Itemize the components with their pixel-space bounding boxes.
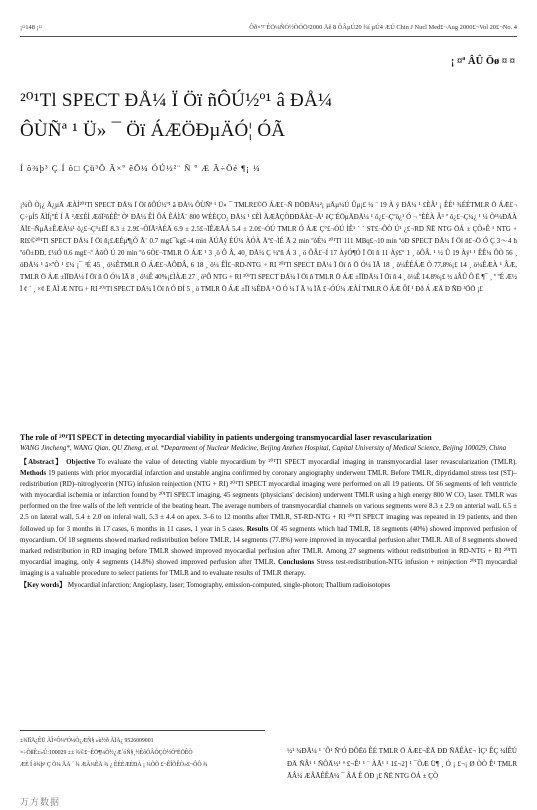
keywords-text: Myocardial infarction; Angioplasty, laser; Tomography, emission-computed, single-photon; Thallium radioisotopes [67, 581, 391, 590]
article-title [20, 86, 490, 146]
body-paragraph: ½¹ ¾ÐÅ¼ ¹ ¨Ô¹ ÑºÓ ÐÔËõ ÊÉ TMLR Ö ÁÆ£¬ÈÃ ÐÐ ÑÄÊÀ£¬ ÌÇ¹ ÊÇ ¾ÍÊÚ ÐÄ ÑÂ¹ ¹ ÑÔÄ½¹ ª £¬Ê¹ ¹ ¨ ÀÃ¹ ¹ 1£¬2] ¹ ¯ÕÆ Ü¶ ¸ Ó ¡ £¬¡ Ø ÒÒ Ê¹ TMLR ÃÂ¼ ÆÂÃÊÊÅ¼ ¯ ÂÄ Ê ÖÐ ¡£ ÑË NTG ÖÁ ± ÇÕ [287, 747, 517, 780]
journal-citation: Ôð×ª²¨ÉÖ¼ÑÓ½ÒÓÖ²2000 Äê 8 ÔÂµÚ20 ¾í µÚ4 ÆÚ Chin J Nucl Med£¬Aug 2000£¬Vol 20£¬No. 4 [249, 24, 517, 31]
article-title-line2: ÔÙÑª ¹ Ü» ¯ Öï ÁÆÖÐµÄÓ¦ ÓÃ [20, 120, 286, 141]
watermark: 万方数据 [20, 797, 61, 807]
footnote-block [20, 730, 265, 792]
objective-label: Objective [66, 458, 95, 466]
footnote-line: ÆÈ Í õ¾þ³ Ç Õ¼ ÅÄ ´ ¾ ÆÀ¼ÊÄ ¾ ¿ ÊÉÈÆÉÐÀ ¡ ¼ÕÕ £¬ÊÎÕÊÒ»£¬ÔÔ ¾ [20, 762, 208, 768]
results-label: Results [246, 524, 269, 533]
footnote-line: ×÷ÕßÊ±»Ú:100029 ±± ¾©£¬ÊÖ¶¼Ò½¿Æ´óÑ§¸½ÊôÔÂÕÇÒ½ÔºÉÖÊÒ [20, 750, 193, 756]
keywords [20, 580, 517, 591]
keywords-label: 【Key words】 [20, 581, 67, 590]
english-title: The role of ²⁰¹Tl SPECT in detecting myocardial viability in patients undergoing transmyocardial laser revascularization [20, 433, 432, 442]
running-header [20, 22, 517, 34]
methods-text: 19 patients with prior myocardial infarction and unstable angina confirmed by coronary angiography underwent TMLR. Before TMLR, dipyridamol stress test (ST)–redistribution (RD)–nitroglycerin (NTG) infusion reinjection (NTG + RI) ²⁰¹Tl SPECT myocardial imaging were performed on all 19 patients. Of 56 segments of left ventricle with myocardial ischemia or infarction found by ²⁰¹Tl SPECT imaging, 45 segments (physicians' decision) underwent TMLR using a high energy 800 W CO₂ laser. TMLR was performed on the free walls of the left ventricle of the beating heart. The average numbers of transmyocardial channels on various segments were 8.3 ± 2.9 on anterial wall, 6.5 ± 2.5 on lateral wall, 5.4 ± 2.0 on inferal wall, 5.3 ± 4.4 on apex. 3–6 to 12 months after TMLR, ST-RD-NTG + RI ²⁰¹Tl SPECT imaging was repeated in 19 patients, and then followed up for 3 months in 17 cases, 6 months in 11 cases, 1 year in 5 cases. [20, 469, 518, 533]
conclusions-text: Stress test-redistribution-NTG infusion + reinjection ²⁰¹Tl myocardial imaging is a valuable procedure to select patients for TMLR and to evaluate results of TMLR therapy. [20, 557, 518, 577]
objective-text: To evaluate the value of detecting viable myocardium by ²⁰¹Tl SPECT myocardial imaging in transmyocardial laser revascularization (TMLR). [97, 458, 518, 466]
section-tag: ¡ ¤ª ÂÛ Öø ¤ ¤ [450, 56, 515, 67]
conclusions-label: Conclusions [277, 557, 315, 566]
abstract-label: 【Abstract】 [20, 458, 64, 466]
article-title-line1: ²⁰¹Tl SPECT ÐÅ¼ Ï Öï ñÔÚ½º¹ â ÐÅ¼ [20, 90, 333, 111]
page-number: ¡¤148 ¡¤ [20, 24, 42, 31]
footnote-line: ±¾ÏîÄ¿ÊÜ ÃÎ×Ô¼ºÓ¼Ò¿ÆÑ§ »ù½ð ÃÏÄ¿ 9526009001 [20, 738, 154, 744]
english-abstract [20, 457, 517, 579]
english-authors: WANG Jincheng*, WANG Qian, QU Zheng, et al. *Department of Nuclear Medicine, Beijing Anzhen Hospital, Capital University of Medical Science, Beijing 100029, China [20, 444, 507, 452]
english-abstract-block [20, 432, 517, 591]
author-list: Í õ¾þ³ Ç Í õ□ Çü³Ö Ã×º êÕ¼ ÓÚ½²¨ Ñ º Æ Ã÷Öé ¶¡ ¼ [20, 163, 261, 173]
header-rule [20, 36, 517, 37]
chinese-abstract: ¡¾Õ Ò¡¿ Ä¿µÄ ÆÀÍ²⁰¹Tl SPECT ÐÅ¼ Ï Öï ñÔÚ½º¹ â ÐÅ¼ ÔÙÑª ¹ Ü» ¯ TMLR£©Ö ÁÆ£¬Ñ ÐÖÐÅ¼²¡ µÄµ¼Ú Ûµ¡£ ¼ ¨ 19 À ý ÐÅ¼ ¹ £ÈÂ¹ ¡ ÊÉ¹ ¾ÉÉTMLR Ö ÁÆ£¬ Ç÷µÍ5 ÃÌÍ¡ºÉ Í Ã ²Æ£ÉÌ ÆôÏ²ôÉÊº Ò¹ ÐÅ¼ ÊÍ ÔÁ ÊÁÌÃ¨ 800 WÉÈÇO₂ ÐÅ¼ ¹ £ÈÌ ÄÆÃÇÒÐÐÄÀ£¬Ä¹ êÇ¨ÉÖµÄÐÅ¼ ¹ ô¿£¬Çºö¿¹ Ó ¬ ºÈÉÀ Â³ º ô¿£¬Ç¼¿ ¹ ¼ Õ¹¼ÐÅÀ ÄÏ£¬ÑµÄ±ÊÆÀ¼¹ ô¿£¬Ç³±ËÏ 8.3 ± 2.9£¬ÕÏÃ²ÀÉÄ 6.9 ± 2.5£¬ÏÊÆÃÀ 5.4 ± 2.0£¬ÓÚ TMLR Ó ÁÆ Ç°£¬ÓÚ ÌÊ¹ ´ ´ ST£¬ÔÒ Ú¹ ¿£¬RD ÑË NTG ÖÁ ± ÇÕ»Ê ¹ NTG + RI£©²⁰¹Tl SPECT ÐÅ¼ Ï Öï ñ¡£ÆÉµ¶¡Ò Ã¨ 0.7 mg£¯kg£¬4 min ÄÚÃý ÉÚ¼ ÀÓÀ Äº£¬ÌÉ Ã 2 min ºóÉ¼ ²⁰¹Tl 111 MBq£¬10 min ºóÐ SPECT ÐÅ¼ Ï Öï ñ£¬Ö Ó Ç 3～4 h ºóÖ±ÐÐ, £¼Ó 0.6 mg£¬º ÀôÕ Ú 20 min ºó 6Ò£¬TMLR Ö ÁÆ ¹ 3 ¸ö Ô Â, 40¸ ÐÅ¼ Ç ¼ºñ Á 3 ¸ ö ÔÂ£¬Í 17 ÀýÓ¶Ó Ï Öï ñ 11 Àý£º 1 ¸ öÔÂ. ¹ ½ Û 19 Àý¹ ¹ ÊÊ¼ ÔÒ 56 ¸ öÐÅ¼ ¹ â×ºÕ ¹ £¼ ¡¯ ³É 45 ¸ ö¼ÊTMLR Ö ÁÆ£¬ÅÔÐÂ, 6 18 ¸ ö¼ ÊÌ£¬RD-NTG + RI ²⁰¹Tl SPECT ÐÅ¼ Ï Öï ñ Ö Ó¼ ÏÃ 18 ¸ ö¼ÊÉÁÆ Ò 77.8%¡£ 14 ¸ ö¼ÊÆÀ ¹ ÂÆ, TMLR Ö ÁÆ ±ÏÏÐÅ¼ Ï Öï ñ Ö Ó¼ ÏÃ 8 ¸ ö¼Ê 40%¡£ÌÀÆ 27 ¸ ö²Ô NTG + RI ²⁰¹Tl SPECT ÐÅ¼ Ï Öï ñ TMLR Ö ÁÆ ±ÏÏÐÅ¼ Ï Öï ñ 4 ¸ ö¼Ê 14.8%¡£ ½ áÂÛ Ô Ë ¶¯ ¸ º ºÉ Æ½ Ï ¢ ´ ¸ ×¢ Ë ÃÌ Æ NTG + RI ²⁰¹Tl SPECT ÐÅ¼ Ï Öï ñ Ó ÐÍ 5 ¸ ö TMLR Ö ÁÆ ±ÏÏ ¼ÊÐÅ ³ Ö Ó ¼ Ï Ã ¼ ÏÃ £¬ÓÚ¼ ÆÀÍ TMLR Ö ÁÆ ÔÏ ¹ Ðð Á ÆÄ Ð ÑÐ ³ÖÖ ¡£ [20, 202, 517, 293]
methods-label: Methods [20, 469, 47, 478]
results-text: Of 45 segments which had TMLR, 18 segments (40%) showed improved perfusion of myocardium. Of 18 segments showed marked redistribution before TMLR, 14 segments (77.8%) were improved in myocardial perfusion after TMLR. All of 8 segments showed marked redistribution in RD imaging before TMLR showed improved myocardial perfusion after TMLR. Among 27 segments without redistribution in RD-NTG + RI ²⁰¹Tl myocardial imaging, only 4 segments (14.8%) showed improved perfusion after TMLR. [20, 524, 518, 566]
